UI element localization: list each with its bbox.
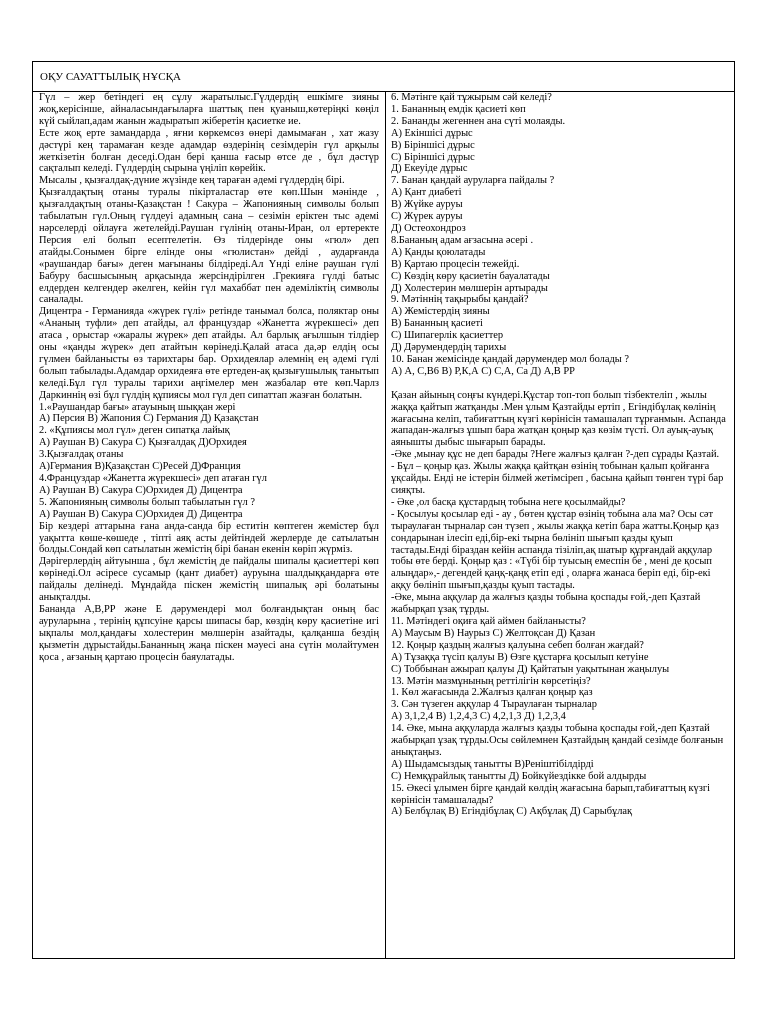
- question: 10. Банан жемісінде қандай дәрумендер мол болады ?: [391, 353, 629, 365]
- paragraph: Дицентра - Германияда «жүрек гүлі» ретінде танымал болса, поляктар оны «Ананың туфли» деп атайды, ал француздар «Жанетта жүрекшесі» деп атаса , орыстар «жаралы жүрек» деп атайды. Ал барлық ағылшын тілдіер оны «қанды жүрек» деп атайтын көрінеді.Қалай атаса да,әр елдің осы гүлмен байланысты өз тарихтары бар. Орхидеялар әлемнің ең әдемі гүлі болып табылады.Адамдар орхидеяға өте ертеден-ақ қызығушылық танытып келеді.Бұл гүл туралы тарихи аңгімелер мен жазбалар өте көп.Чарлз Даркиннің өзі бұл гүлдің құпиясы мол гүл деп сипаттап жазған болатын.: [39, 306, 379, 401]
- answer-option: А) Қант диабеті: [391, 187, 462, 199]
- question: 3.Қызғалдақ отаны: [39, 449, 124, 461]
- answer-option: С) Көздің көру қасиетін бауалатады: [391, 270, 550, 282]
- answer-option: В) Қартаю процесін тежейді.: [391, 258, 520, 270]
- right-column: [391, 92, 729, 958]
- list-item: 1. Бананның емдік қасиеті көп: [391, 103, 526, 115]
- answer-options: А) А, С,В6 В) Р,К,А С) С,А, Са Д) А,В РР: [391, 365, 575, 377]
- question: 14. Әке, мына аққуларда жалғыз қазды тобына қоспады ғой,-деп Қазтай жабырқап ұзақ тұрды.Осы сөйлемнен Қазтайдың қандай сезімде болғанын анықтаңыз.: [391, 723, 724, 758]
- answer-option: В) Бананның қасиеті: [391, 318, 483, 330]
- question: 7. Банан қандай ауруларға пайдалы ?: [391, 175, 555, 187]
- list-item: 3. Сән түзеген аққулар 4 Тыраулаған тырналар: [391, 699, 597, 711]
- answer-option: Д) Екеуіде дұрыс: [391, 163, 468, 175]
- paragraph: -Әке, мына аққулар да жалғыз қазды тобына қоспады ғой,-деп Қазтай жабырқап ұзақ тұрды.: [391, 592, 701, 616]
- reading-literacy-sheet: [32, 61, 735, 959]
- paragraph: Дәрігерлердің айтуынша , бұл жемістің де пайдалы шипалы қасиеттері көп көрінеді.Ол әсіресе сусамыр (қант диабет) ауруына шалдыққандарға өте пайдалы делінеді. Мұндайда піскен жемістің шипалық әрі болатыны анықталды.: [39, 556, 379, 604]
- answer-options: А) Шыдамсыздық танытты В)Реніштібілдірді: [391, 758, 594, 770]
- question: 13. Мәтін мазмұнының реттілігін көрсетіңіз?: [391, 675, 591, 687]
- answer-option: А) Қанды қоюлатады: [391, 246, 486, 258]
- paragraph: - Бұл – қоңыр қаз. Жылы жаққа қайтқан өзінің тобынан қалып қойғанға ұқсайды. Енді не істерін білмей жетімсіреп , басына қайып төнген түрі бар сияқты.: [391, 461, 724, 496]
- answer-options: С) Немқұрайлық танытты Д) Бойкүйездікке бой алдырды: [391, 770, 647, 782]
- answer-option: С) Шипагерлік қасиеттер: [391, 330, 504, 342]
- answer-options: А) Раушан В) Сакура С)Орхидея Д) Дицентра: [39, 508, 243, 520]
- answer-option: С) Біріншісі дұрыс: [391, 151, 475, 163]
- answer-options: А) Раушан В) Сакура С) Қызғалдақ Д)Орхидея: [39, 437, 247, 449]
- question: 6. Мәтінге қай тұжырым сәй келеді?: [391, 92, 552, 103]
- answer-option: А) Екіншісі дұрыс: [391, 127, 473, 139]
- question: 1.«Раушандар бағы» атауының шыққан жері: [39, 401, 236, 413]
- answer-options: А) Маусым В) Наурыз С) Желтоқсан Д) Қазан: [391, 627, 596, 639]
- paragraph: -Әке ,мынау құс не деп барады ?Неге жалғыз қалған ?-деп сұрады Қазтай.: [391, 449, 720, 461]
- list-item: 2. Бананды жегеннен ана сүті молаяды.: [391, 115, 566, 127]
- answer-options: С) Тоббынан ажырап қалуы Д) Қайтатын уақытынан жаңылуы: [391, 663, 670, 675]
- answer-options: А) Персия В) Жапония С) Германия Д) Қазақстан: [39, 413, 259, 425]
- question: 12. Қоңыр қаздың жалғыз қалуына себеп болған жағдай?: [391, 639, 644, 651]
- spacer: [391, 378, 729, 390]
- answer-option: Д) Остеохондроз: [391, 222, 466, 234]
- left-column: [39, 92, 379, 958]
- paragraph: Қазан айының соңғы күндері.Құстар топ-топ болып тізбектеліп , жылы жаққа қайтып жатқанды .Мен ұлым Қазтайды ертіп , Егіндібұлақ көлінің жағасына келіп, табиғаттың күзгі көрінісін тамашалап тұрғанмын. Аспанда жападан-жалғыз ұшып бара жатқан қоңыр қаз көзім түсті. Ол ауық-ауық аянышты дыбыс шығарып барады.: [391, 389, 726, 449]
- question: 4.Француздар «Жанетта жүрекшесі» деп атаған гүл: [39, 473, 267, 484]
- list-item: 1. Көл жағасында 2.Жалғыз қалған қоңыр қаз: [391, 687, 593, 699]
- answer-options: А) 3,1,2,4 В) 1,2,4,3 С) 4,2,1,3 Д) 1,2,3,4: [391, 711, 566, 723]
- paragraph: Бананда А,В,РР және Е дәрумендері мол болғандықтан оның бас ауруларына , терінің құпсуіне қарсы шипасы бар, көздің көру қасиетіне игі ықпалы мол,қандағы холестерин мөлшерін азайтады, қалқанша бездің қызметін дұрыстайды.Бананның жаңа піскен мәуесі ана сүтін молайтумен қоса , ағзаның қартаю процесін баяулатады.: [39, 603, 379, 663]
- answer-options: А) Белбұлақ В) Егіндібұлақ С) Ақбұлақ Д) Сарыбұлақ: [391, 806, 633, 818]
- answer-options: А) Тұзаққа түсіп қалуы В) Өзге құстарға қосылып кетуіне: [391, 651, 649, 663]
- answer-option: В) Жүйке ауруы: [391, 199, 463, 211]
- question: 5. Жапонияның символы болып табылатын гүл ?: [39, 496, 255, 508]
- answer-option: С) Жүрек ауруы: [391, 211, 463, 223]
- answer-option: Д) Дәрумендердің тарихы: [391, 342, 507, 354]
- paragraph: - Қосылуы қосылар еді - ау , бөтен құстар өзінің тобына ала ма? Осы сәт тыраулаған тырналар сән түзеп , жылы жаққа кетіп бара жатты.Қоңыр қаз сондарынан ілесіп еді,бір-екі тырна бөлініп шығып қазды қуып тастады.Енді біраздан кейін аспанда тізіліп,ақ шатыр құрғандай аққулар тобы өте берді. Қоңыр қаз : «Түбі бір туысың емеспін бе , мені де қосып алыңдар»,- дегендей қаңқ-қаңқ етіп еді , оларға жанаса беріп еді, бір-екі аққу бөлініп шығып,қазды қуып тастады.: [391, 508, 719, 592]
- question: 8.Бананың адам ағзасына әсері .: [391, 234, 534, 246]
- paragraph: Есте жоқ ерте замандарда , яғни көркемсөз өнері дамымаған , хат жазу дәстүрі кең тарамаған кезде адамдар өздерінің сезімдерін гүл арқылы жеткізетін болған деседі.Одан бері қанша ғасыр өтсе де , бұл дәстүр сақталып келеді. Гүлдердің сырына үңіліп көрейік.: [39, 127, 379, 175]
- paragraph: Қызғалдақтың отаны туралы пікірталастар өте көп.Шын мәнінде , қызғалдақтың отаны-Қазақстан ! Сакура – Жапонияның символы болып табылатын гүл.Оның гүлдеуі адамның сана – сезімін еріктен тыс әдемі нәрселерді ойлауға жетелейді.Раушан гүлінің отаны-Иран, ол ертеректе Персия елі болып есептелетін. Өз тілдерінде оны «гюл» деп атайды.Сонымен бірге елінде оны «гюлистан» дейді , аударғанда «раушандар бағы» деген мағынаны білдіреді.Ал Үнді еліне раушан гүлі Бабуру басшысының арқасында жерсіндірілген .Грекияға гүлді батыс елдерден келгендер әкелген, кейін гүл махаббат пен әдемiлiктiң символы саналады.: [39, 187, 379, 306]
- header-row: [33, 62, 734, 92]
- paragraph: Мысалы , қызғалдақ-дүние жүзінде кең тараған әдемі гүлдердің бірі.: [39, 175, 345, 187]
- question: 11. Мәтіндегі оқиға қай аймен байланысты?: [391, 615, 586, 627]
- answer-option: Д) Холестерин мөлшерін артырады: [391, 282, 548, 294]
- page-title: ОҚУ САУАТТЫЛЫҚ НҰСҚА: [40, 71, 181, 83]
- answer-option: В) Біріншісі дұрыс: [391, 139, 475, 151]
- question: 15. Әкесі ұлымен бірге қандай көлдің жағасына барып,табиғаттың күзгі көрінісін тамашалады?: [391, 782, 711, 806]
- answer-options: А)Германия В)Қазақстан С)Ресей Д)Франция: [39, 461, 241, 473]
- column-divider: [385, 91, 386, 958]
- question: 2. «Құпиясы мол гүл» деген сипатқа лайық: [39, 425, 230, 437]
- answer-options: А) Раушан В) Сакура С)Орхидея Д) Дицентра: [39, 484, 243, 496]
- answer-option: А) Жемістердің зияны: [391, 306, 490, 318]
- paragraph: Бір кездері аттарына ғана анда-санда бір еститін көптеген жемістер бұл уақытта көше-көшеде , тіпті аяқ асты дейтіндей жерлерде де сатылатын болды.Сондай көп сатылатын жемістің бірі банан екенін көріп жүрміз.: [39, 520, 379, 556]
- paragraph: Гүл – жер бетіндегі ең сұлу жаратылыс.Гүлдердің ешкімге зияны жоқ,керісінше, айналасындағыларға шаттық пен қуаныш,көтеріңкі көңіл күй сыйлап,адам жанын жадыратып жіберетін қасиетке ие.: [39, 92, 379, 127]
- question: 9. Мәтіннің тақырыбы қандай?: [391, 294, 529, 306]
- paragraph: - Әке ,ол басқа құстардың тобына неге қосылмайды?: [391, 496, 626, 508]
